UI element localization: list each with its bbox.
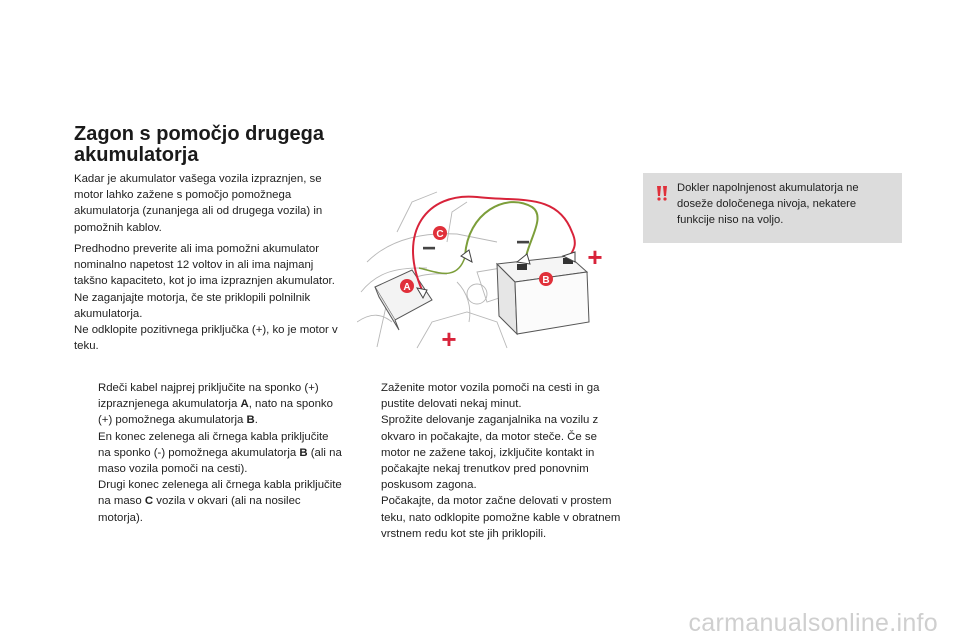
- list-item: [74, 380, 344, 429]
- precaution-line-1: Predhodno preverite ali ima pomožni akumulator nominalno napetost 12 voltov in ali ima najmanj takšno kapaciteto, kot jo ima izpraznjen akumulator.: [74, 243, 335, 288]
- page-title: [74, 124, 374, 166]
- step-text: Počakajte, da motor začne delovati v prostem teku, nato odklopite pomožne kable v obratnem vrstnem redu kot ste jih priklopili.: [381, 495, 621, 540]
- list-item: [74, 477, 344, 526]
- start-steps-list: [357, 380, 627, 542]
- step-highlight: C: [144, 495, 154, 508]
- warning-text: Dokler napolnjenost akumulatorja ne doseže določenega nivoja, nekatere funkcije niso na voljo.: [677, 182, 859, 227]
- step-text: En konec zelenega ali črnega kabla priključite na sponko (-) pomožnega akumulatorja: [98, 430, 329, 459]
- plus-sign-right: +: [587, 242, 603, 272]
- jump-start-illustration: [357, 172, 619, 352]
- list-item: [357, 493, 627, 542]
- label-b: B: [542, 275, 550, 286]
- step-highlight: B: [299, 446, 308, 459]
- step-highlight: B: [246, 414, 255, 427]
- list-item: [357, 412, 627, 493]
- minus-sign-left: −: [421, 235, 437, 262]
- step-text: vozila v okvari (ali na nosilec motorja).: [98, 495, 301, 524]
- list-item: [74, 429, 344, 478]
- minus-sign-right: −: [515, 229, 531, 256]
- precaution-line-2: Ne zaganjajte motorja, če ste priklopili polnilnik akumulatorja.: [74, 291, 311, 320]
- step-text: .: [254, 414, 258, 427]
- plus-sign-left: +: [441, 324, 457, 352]
- label-a: A: [403, 282, 411, 293]
- step-text: Drugi konec zelenega ali črnega kabla priključite na maso: [98, 479, 342, 508]
- step-text: Rdeči kabel najprej priključite na sponko (+) izpraznjenega akumulatorja: [98, 382, 319, 411]
- engine-bay-sketch: [357, 192, 517, 348]
- step-text: Sprožite delovanje zaganjalnika na vozilu z okvaro in počakajte, da motor steče. Če se motor ne zažene takoj, izklјučite kontakt in počakajte nekaj trenutkov pred ponovnim poskusom zagona.: [381, 414, 599, 492]
- connection-steps-list: [74, 380, 344, 526]
- discharged-battery: [375, 270, 432, 330]
- step-text: (ali na maso vozila pomoči na cesti).: [98, 446, 342, 476]
- label-c: C: [436, 229, 444, 240]
- step-text: , nato na sponko (+) pomožnega akumulatorja: [98, 398, 333, 427]
- precaution-paragraph: [74, 241, 344, 354]
- step-text: Zaženite motor vozila pomoči na cesti in ga pustite delovati nekaj minut.: [381, 382, 600, 411]
- title-line-2: akumulatorja: [74, 144, 199, 166]
- list-item: [357, 380, 627, 412]
- step-highlight: A: [240, 398, 249, 411]
- warning-exclamation-icon: [653, 184, 671, 202]
- intro-paragraph: Kadar je akumulator vašega vozila izpraznjen, se motor lahko zažene s pomočjo pomožnega akumulatorja (zunanjega ali od drugega vozila) in pomožnih kablov.: [74, 173, 323, 234]
- watermark: carmanualsonline.info: [688, 609, 938, 637]
- warning-box: [643, 173, 902, 243]
- title-line-1: Zagon s pomočjo drugega: [74, 123, 325, 145]
- precaution-line-3: Ne odklopite pozitivnega priključka (+), ko je motor v teku.: [74, 324, 338, 353]
- auxiliary-battery: [497, 256, 589, 334]
